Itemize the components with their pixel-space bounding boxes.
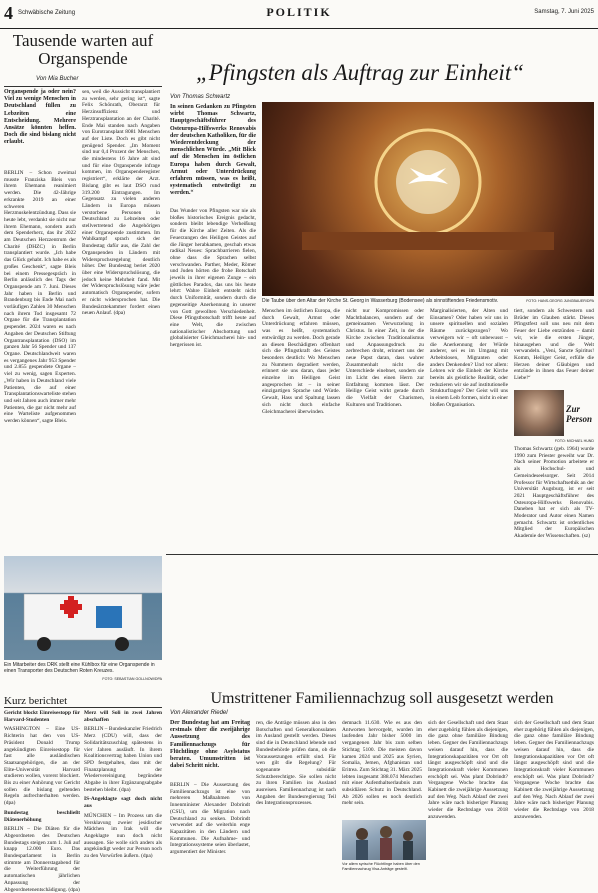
pfingsten-photo-credit: FOTO: HANS-GEORG JUNGBAUER/DPA <box>526 299 594 303</box>
family-column-4: sich der Gesellschaft und dem Staat eher zugehörig fühlen als diejenigen, die ganz ohne familiäre Bindung leben. Gegner des Familiennachzugs weisen darauf hin, dass die Integrationskapazitäten vor Ort oft längst ausgeschöpft sind und die Integrationskraft vieler Kommunen erschöpft sei. Was plant Dobrindt? Vergangene Woche brachte das Kabinett die zweijährige Aussetzung auf den Weg. Nach Ablauf der zwei Jahre wäre nach bisheriger Planung wieder die Rechtslage von 2018 anzuwenden. <box>428 720 508 820</box>
family-photo-caption: Vor allem syrische Flüchtlinge haben über den Familiennachzug Visa-Anträge gestellt. <box>342 862 420 871</box>
family-photo <box>342 820 426 860</box>
kurz-column-2 <box>84 710 162 870</box>
pfingsten-column-4: Marginalisierten, der Alten und Einsamen? Oder haben wir uns in unsere spirituellen und sozialen Räume zurückgezogen? Wo verweigern wir – oft unbewusst – die Anerkennung der Würde anderer, sei es im Umgang mit Arbeitslosen, Migranten oder anders Denkenden? Und vor allem: Lehren wir die Einheit der Kirche bereits als geistliche Realität, oder reduzieren wir sie auf institutionelle Strukturfragen? Der Geist will uns in einem Leib formen, nicht in einer bloßen Organisation. <box>430 308 508 408</box>
kurz-rule <box>4 707 162 708</box>
pfingsten-photo-caption: Die Taube über den Altar der Kirche St. Georg in Wasserburg (Bodensee) als sinnstiftendes Friedensmotiv. <box>262 298 499 304</box>
kurz-item-title: Merz will Soli in zwei Jahren abschaffen <box>84 710 162 723</box>
kurz-item-text: BERLIN – Bundeskanzler Friedrich Merz (CDU) will, dass der Solidaritätszuschlag spätestens in vier Jahren ausläuft. In ihrem Koalitionsvertrag haben Union und SPD festgehalten, dass mit der Finanzplanung der Wiedervereinigung begründete Abgabe in ihrer Ergänzungsabgabe bestehen bleibt. (dpa) <box>84 726 162 793</box>
ambulance-illustration <box>4 556 162 660</box>
page-number: 4 <box>4 3 13 23</box>
pfingsten-byline: Von Thomas Schwartz <box>170 94 231 100</box>
family-column-3: demnach 11.630. Wie es aus den Antworten hervorgeht, wurden im laufenden Jahr bisher 5000 im vergangenen Jahr bis zum selben Stichtag 5100. Die meisten davon kamen 2024 und 2025 aus Syrien, Somalia, Jemen, Afghanistan und Eritrea. Zum Stichtag 31. März 2025 lebten insgesamt 388.074 Menschen mit einer Aufenthaltserlaubnis zum subsidiären Schutz in Deutschland. Ab 2026 sollen es noch deutlich mehr sein. <box>342 720 422 807</box>
author-portrait <box>514 390 564 436</box>
kurz-item-title: IS-Angeklagte sagt doch nicht aus <box>84 796 162 810</box>
kurz-item-text: MÜNCHEN – Im Prozess um die Versklavung zweier jesidischer Mädchen im Irak will die Angeklagte nun doch nicht aussagen. Sie wolle sich anders als angekündigt weder zur Person noch zu den Vorwürfen äußern. (dpa) <box>84 812 162 860</box>
page-header <box>0 0 598 29</box>
kurz-item-title: Bundestag beschließt Diätenerhöhung <box>4 809 80 823</box>
organ-photo-credit: FOTO: SEBASTIAN GOLLNOW/DPA <box>102 677 162 681</box>
author-portrait-credit: FOTO: MICHAEL HUND <box>554 439 594 443</box>
organ-photo <box>4 556 162 660</box>
organ-byline: Von Mia Bucher <box>36 76 79 82</box>
refugees-illustration <box>342 820 426 860</box>
issue-date: Samstag, 7. Juni 2025 <box>534 9 594 15</box>
family-column-2: ren, die Anträge müssen also in den Botschaften und Generalkonsulaten im Ausland gestellt werden. Dieses sind die in Deutschland lebende und Bundesbehörde prüfen dann, ob die Voraussetzungen erfüllt sind. Für wen gilt die Regelung? Für sogenannte subsidiär Schutzberechtigte. Sie sollen nicht zu ihren Familien ins Ausland ausreisen. Familiennachzug ist nach Angaben der Bundesregierung Teil des Integrationsprozesses. <box>256 720 336 807</box>
kurz-item-text: BERLIN – Die Diäten für die Abgeordneten des Deutschen Bundestags steigen zum 1. Juli auf knapp 12.000 Euro. Das Bundesparlament in Berlin stimmte am Donnerstagabend für die Weiterführung der automatischen jährlichen Anpassung der Abgeordnetenentschädigung. (dpa) <box>4 826 80 893</box>
section-title: POLITIK <box>266 5 332 19</box>
pfingsten-column-2: Menschen im östlichen Europa, die durch Gewalt, Armut oder Unterdrückung erfahren müssen, was es heißt, systematisch entwürdigt zu werden. Doch gerade an diesen Beschädigten offenbart sich die Pfingstkraft des Geistes besonders deutlich: Wo Menschen zu Nummern degradiert werden, erinnert sie uns daran, dass jeder einzelne im Heiligen Geist angesprochen ist – in seiner einzigartigen Sprache und Würde. Gewalt, Hass und Spaltung lassen sich nicht durch einfache Gleichmacherei überwinden. <box>262 308 340 415</box>
pfingsten-column-5: tiert, sondern als Schwestern und Brüder im Glauben stärkt. Dieses Pfingstfest soll uns neu mit dem Feuer der Liebe entzünden – damit wir, wie die ersten Jünger, hinausgehen und die Welt verwandeln. „Veni, Sancte Spiritus! Komm, Heiliger Geist, erfülle die Herzen deiner Gläubigen und entzünde in ihnen das Feuer deiner Liebe!“ <box>514 308 594 382</box>
bottom-top-rule <box>166 554 598 555</box>
organ-photo-caption: Ein Mitarbeiter des DRK stellt eine Kühlbox für eine Organspende in einen Transporter des Deutschen Roten Kreuzes. <box>4 662 155 674</box>
kurz-heading: Kurz berichtet <box>4 695 68 707</box>
pfingsten-headline: „Pfingsten als Auftrag zur Einheit“ <box>196 60 524 85</box>
publication-name: Schwäbische Zeitung <box>18 10 76 16</box>
pfingsten-photo <box>262 102 594 296</box>
family-column-5: sich der Gesellschaft und dem Staat eher zugehörig fühlen als diejenigen, die ganz ohne familiäre Bindung leben. Gegner des Familiennachzugs weisen darauf hin, dass die Integrationskapazitäten vor Ort oft längst ausgeschöpft sind und die Integrationskraft vieler Kommunen erschöpft sei. Was plant Dobrindt? Vergangene Woche brachte das Kabinett die zweijährige Aussetzung auf den Weg. Nach Ablauf der zwei Jahre wäre nach bisheriger Planung wieder die Rechtslage von 2018 anzuwenden. <box>514 720 594 820</box>
family-lede: Der Bundestag hat am Freitag erstmals über die zweijährige Aussetzung des Familiennachzugs für Flüchtlinge ohne Asylstatus beraten. Umumstritten ist dabei Schritt nicht. <box>170 720 250 770</box>
family-column-1: BERLIN – Die Aussetzung des Familiennachzugs ist eine von mehreren Maßnahmen von Innenminister Alexander Dobrindt (CSU), um die Migration nach Deutschland zu senken. Dobrindt verwendet auf die weiterhin enge Kapazitäten in den Ländern und Kommunen. Die Aufnahme- und Integrationssysteme seien überlastet, argumentiert der Minister. <box>170 782 250 856</box>
pfingsten-column-3: nicht nur Kompromissen oder Machtbalancen, sondern auf der gemeinsamen Verwurzelung in Christus. In einer Zeit, in der die Kirche zwischen Traditionalismus und Anpassungsdruck zu zerbrechen droht, erinnert uns der neue Papst daran, dass wahrer Zusammenhalt nicht die Unterschiede einebnet, sondern sie im Licht des einen Herrn zur Entfaltung kommen lässt. Der Heilige Geist wirkt gerade durch die Vielfalt der Charismen, Kulturen und Traditionen. <box>346 308 424 408</box>
kurz-item-text: WASHINGTON – Eine US-Richterin hat den von US-Präsident Donald Trump angekündigten Einreisestopp für fast alle ausländischen Staatsangehörigen, die an der Elite-Universität Harvard studieren wollen, vorerst blockiert. Bis zu einer Anhörung vor Gericht sollen die bislang geltenden Regeln aufrechterhalten werden. (dpa) <box>4 726 80 807</box>
organ-rule <box>4 86 162 87</box>
kurz-item-title: Gericht blockt Einreisestopp für Harvard-Studenten <box>4 710 80 723</box>
pfingsten-lede: In seinen Gedanken zu Pfingsten wirbt Thomas Schwartz, Hauptgeschäftsführer des Osteuropa-Hilfswerks Renovabis der deutschen Katholiken, für die Wiederentdeckung der menschlichen Würde. „Mit Blick auf die Menschen im östlichen Europa haben durch Gewalt, Armut oder Unterdrückung erfahren müssen, was es heißt, systematisch entwürdigt zu werden.“ <box>170 104 256 197</box>
dove-altar-illustration <box>262 102 594 296</box>
organ-column-2: sen, weil die Aussicht transplantiert zu werden, sehr gering ist“, sagte Felix Schönrath, Oberarzt für Herzinsuffizienz und Herztransplantation an der Charité. Ende Mai standen nach Angaben von Eurotransplant 8081 Menschen auf der Liste. Doch es gibt nicht genügend Spender. „Im Moment sind nur 0,4 Prozent der Menschen, die mindestens 16 Jahre alt sind und für eine Organspende infrage kommen, im Organspenderegister registriert“, erklärte der Arzt. Bislang gibt es laut DSO rund 319.200 Eintragungen. Im Gegensatz zu vielen anderen Ländern in Europa müssen verstorbene Personen in Deutschland zu Lebzeiten oder stellvertretend die Angehörigen einer Organspende zustimmen. Im Wahlkampf sprach sich der Bundestag dafür aus, die Zahl der Organspenden in Ländern mit Widerspruchsregelung deutlich höher. Der Bundestag beriet 2020 über eine Widerspruchslösung, die jedoch keine Mehrheit fand. Mit der Widerspruchslösung wäre jeder automatisch Organspender, sofern er nicht widersprochen hat. Die Bundesärztekammer fordert einen neuen Anlauf. (dpa) <box>82 89 160 317</box>
organ-headline: Tausende warten auf Organspende <box>12 31 154 68</box>
pfingsten-column-1: Das Wunder von Pfingsten war nie als bloßes historisches Ereignis gedacht, sondern bleibt lebendige Verheißung für die Kirche aller Zeiten. Als die Feuerzungen des Heiligen Geistes auf die Jünger herabkamen, geschah etwas radikal Neues: Sprachbarrieren fielen, ohne dass die Sprachen selbst verschwanden. Parther, Meder, Römer und Juden hörten die frohe Botschaft jeweils in ihrer eigenen Zunge – ein göttliches Paradox, das uns bis heute lehrt: Wahre Einheit entsteht nicht durch Uniformität, sondern durch die gegenseitige Anerkennung in unserer von Gott gewollten Verschiedenheit. Diese Pfingstbotschaft trifft heute auf eine Welt, die zwischen nationalistischer Abschottung und globalisierter Gleichmacherei hin- und hergerissen ist. <box>170 208 256 349</box>
kurz-column-1 <box>4 710 80 893</box>
family-headline: Umstrittener Familiennachzug soll ausgesetzt werden <box>210 690 554 707</box>
organ-lede: Organspende ja oder nein? Viel zu wenige Menschen in Deutschland füllen zu Lebzeiten eine Entscheidung. Mehrere Ansätze könnten helfen. Doch die sind bislang nicht erlaubt. <box>4 89 76 146</box>
family-byline: Von Alexander Riedel <box>170 710 228 716</box>
organ-column-1: BERLIN – Schon zweimal musste Franziska Bleis von ihrem Ehemann reanimiert werden. Die 42-Jährige erkrankte 2019 an einer schweren Herzmuskelentzündung. Dass sie heute lebt, verdankt sie nicht nur ihrem Ehemann, sondern auch dem Spenderherz, das ihr 2022 am Deutschen Herzzentrum der Charité (DHZC) in Berlin transplantiert wurde. „Ich habe das Glück gehabt. Ich habe es als großes Geschenk“, sagte Bleis bei einem Pressegespräch in Berlin anlässlich des Tags der Organspende am 7. Juni. Dieses Jahr haben in Berlin und Brandenburg bis Ende Mai nach vorläufigen Zahlen 30 Menschen nach ihrem Tod insgesamt 72 Organe für die Transplantation gespendet. 2024 waren es nach Angaben der Deutschen Stiftung Organtransplantation (DSO) im ganzen Jahr 56 Spender und 137 Organe. Deutschlandweit waren es vergangenes Jahr 953 Spender und 2.855 gespendete Organe – viel zu wenig, sagen Experten. „Wir haben in Deutschland viele Patienten, die auf einer Transplantationswarteliste stehen und seit Jahren auch immer mehr Patienten, die gar nicht mehr auf eine Warteliste aufgenommen werden können“, sagte Bleis. <box>4 170 76 425</box>
author-box-label: Zur Person <box>566 404 593 424</box>
author-box-text: Thomas Schwartz (geb. 1964) wurde 1990 zum Priester geweiht war Dr. Nach seiner Promotion arbeitete er als Hochschul- und Gemeindeseelsorger. Seit 2014 Professor für Wirtschaftsethik an der Universität Augsburg, ist er seit 2021 Hauptgeschäftsführer des Osteuropa-Hilfswerks Renovabis. Daneben hat er sich als TV-Moderator und Autor einen Namen gemacht. Schwartz ist ordentliches Mitglied der Europäischen Akademie der Wissenschaften. (sz) <box>514 446 594 540</box>
